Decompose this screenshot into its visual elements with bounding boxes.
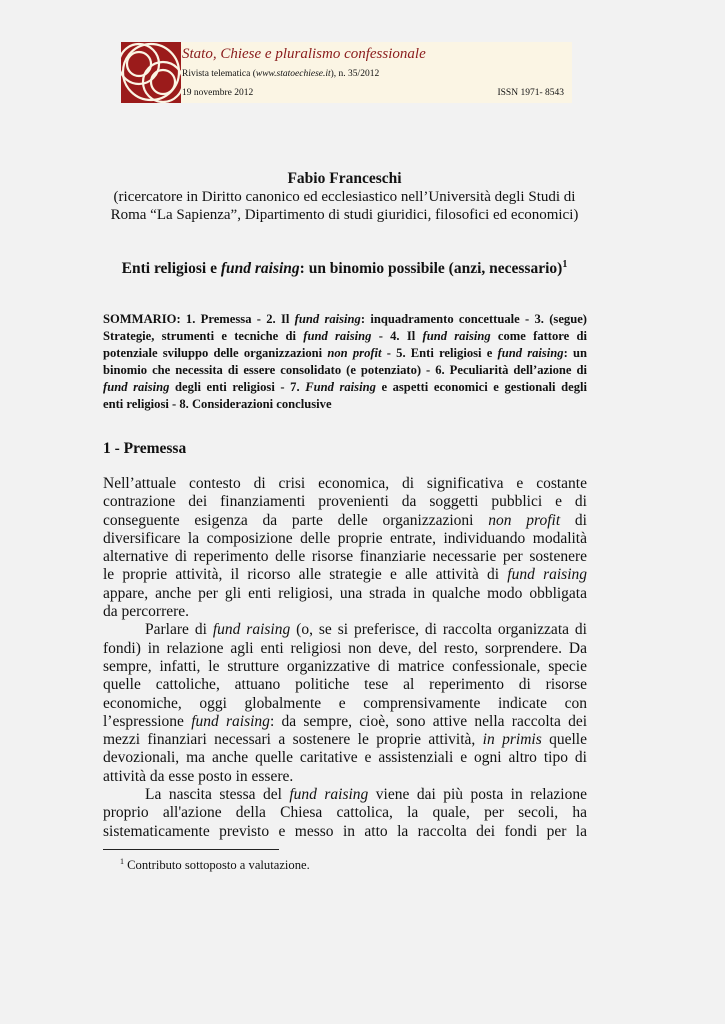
text-segment: Parlare di: [145, 621, 213, 639]
body-line: [103, 585, 587, 603]
summary-line: [103, 345, 587, 362]
text-segment: proprio all'azione della Chiesa cattolica, la quale, per secoli, ha: [103, 804, 587, 822]
summary-line: [103, 362, 587, 379]
italic-text: non profit: [488, 511, 561, 529]
author-affiliation-line-2: Roma “La Sapienza”, Dipartimento di studi giuridici, filosofici ed economici): [110, 207, 579, 223]
italic-text: fund raising: [289, 786, 369, 804]
footnote-text: Contributo sottoposto a valutazione.: [124, 858, 310, 873]
italic-text: fund raising: [303, 329, 372, 343]
text-segment: contrazione dei finanziamenti provenienti da soggetti pubblici e di: [103, 493, 587, 511]
text-segment: Nell’attuale contesto di crisi economica, di significativa e costante: [103, 475, 587, 492]
text-segment: : un: [563, 346, 587, 360]
text-segment: - 5. Enti religiosi e: [381, 346, 498, 360]
text-segment: attività da esse posto in essere.: [103, 767, 294, 785]
text-segment: binomio che necessita di essere consolidato (e potenziato) - 6. Peculiarità dell’azione di: [103, 363, 587, 377]
body-line: [103, 475, 587, 493]
text-segment: La nascita stessa del: [145, 786, 290, 804]
issn: ISSN 1971- 8543: [497, 88, 564, 98]
body-line: [103, 786, 587, 804]
body-line: [103, 658, 587, 676]
text-segment: l’espressione: [103, 712, 192, 730]
text-segment: appare, anche per gli enti religiosi, una strada in qualche modo obbligata: [103, 584, 587, 602]
title-part-2: : un binomio possibile (anzi, necessario): [299, 260, 563, 278]
subtitle-prefix: Rivista telematica (: [182, 69, 256, 79]
text-segment: diversificare la composizione delle proprie entrate, individuando modalità: [103, 529, 587, 547]
body-line: [103, 676, 587, 694]
summary-line: [103, 328, 587, 345]
text-segment: - 4. Il: [371, 329, 423, 343]
body-line: [103, 493, 587, 511]
text-segment: degli enti religiosi - 7.: [169, 380, 306, 394]
text-segment: viene dai più posta in relazione: [368, 786, 587, 804]
journal-subtitle: [182, 69, 379, 79]
text-segment: fondi) in relazione agli enti religiosi non deve, del resto, sorprendere. Da: [103, 639, 587, 657]
summary-line: [103, 396, 587, 413]
text-segment: SOMMARIO: 1. Premessa - 2. Il: [103, 312, 295, 326]
text-segment: quelle cattoliche, attuano politiche tese al reperimento di risorse: [103, 676, 587, 694]
body-line: [103, 566, 587, 584]
text-segment: sistematicamente previsto e messo in atto la raccolta dei fondi per la: [103, 822, 587, 840]
text-segment: le proprie attività, il ricorso alle strategie e alle attività di: [103, 566, 508, 584]
text-segment: conseguente esigenza da parte delle organizzazioni: [103, 511, 489, 529]
body-line: [103, 713, 587, 731]
text-segment: enti religiosi - 8. Considerazioni conclusive: [103, 397, 332, 411]
text-segment: potenziale sviluppo delle organizzazioni: [103, 346, 328, 360]
text-segment: : inquadramento concettuale - 3. (segue): [360, 312, 588, 326]
title-italic: fund raising: [220, 260, 300, 278]
body-text: [103, 475, 587, 841]
footnote-separator: [103, 849, 279, 850]
text-segment: economiche, oggi globalmente e comprensivamente indicate con: [103, 694, 587, 712]
body-line: [103, 804, 587, 822]
body-line: [103, 695, 587, 713]
italic-text: fund raising: [422, 329, 491, 343]
body-line: [103, 621, 587, 639]
text-segment: Strategie, strumenti e tecniche di: [103, 329, 304, 343]
italic-text: fund raising: [507, 566, 587, 584]
body-line: [103, 731, 587, 749]
body-line: [103, 749, 587, 767]
author-affiliation-line-1: (ricercatore in Diritto canonico ed ecclesiastico nell’Università degli Studi di: [113, 189, 576, 205]
italic-text: fund raising: [191, 712, 270, 730]
text-segment: alternative di reperimento delle risorse finanziarie necessarie per sostenere: [103, 548, 587, 566]
text-segment: e aspetti economici e gestionali degli: [375, 380, 587, 394]
title-part-1: Enti religiosi e: [121, 260, 221, 278]
body-line: [103, 548, 587, 566]
italic-text: non profit: [327, 346, 382, 360]
italic-text: Fund raising: [305, 380, 376, 394]
body-line: [103, 512, 587, 530]
body-line: [103, 640, 587, 658]
text-segment: come fattore di: [490, 329, 588, 343]
body-line: [103, 823, 587, 841]
summary-block: [103, 311, 587, 413]
article-title: [100, 259, 589, 278]
journal-header: [121, 42, 572, 103]
footnote-mark: 1: [120, 857, 124, 866]
footnote: [120, 857, 310, 873]
footnote-reference[interactable]: 1: [562, 259, 568, 270]
body-line: [103, 603, 587, 621]
publication-date: 19 novembre 2012: [182, 88, 254, 98]
text-segment: mezzi finanziari necessari a sostenere le proprie attività,: [103, 731, 483, 749]
author-name: Fabio Franceschi: [287, 170, 402, 187]
text-segment: sempre, infatti, le strutture organizzative di matrice confessionale, specie: [103, 657, 587, 675]
summary-line: [103, 379, 587, 396]
text-segment: di: [560, 511, 587, 529]
journal-title: Stato, Chiese e pluralismo confessionale: [182, 46, 426, 62]
italic-text: fund raising: [497, 346, 564, 360]
italic-text: fund raising: [212, 621, 291, 639]
text-segment: da percorrere.: [103, 603, 190, 621]
text-segment: quelle: [541, 731, 587, 749]
journal-website-link[interactable]: www.statoechiese.it: [255, 69, 331, 79]
section-heading: 1 - Premessa: [103, 440, 187, 457]
text-segment: devozionali, ma anche quelle caritative e assistenziali e ogni altro tipo di: [103, 749, 587, 767]
body-line: [103, 768, 587, 786]
text-segment: (o, se si preferisce, di raccolta organizzata di: [290, 621, 587, 639]
italic-text: fund raising: [294, 312, 361, 326]
body-line: [103, 530, 587, 548]
text-segment: : da sempre, cioè, sono attive nella raccolta dei: [269, 712, 588, 730]
italic-text: fund raising: [103, 380, 170, 394]
summary-line: [103, 311, 587, 328]
italic-text: in primis: [482, 731, 542, 749]
journal-logo: [121, 42, 181, 103]
subtitle-suffix: ), n. 35/2012: [330, 69, 380, 79]
